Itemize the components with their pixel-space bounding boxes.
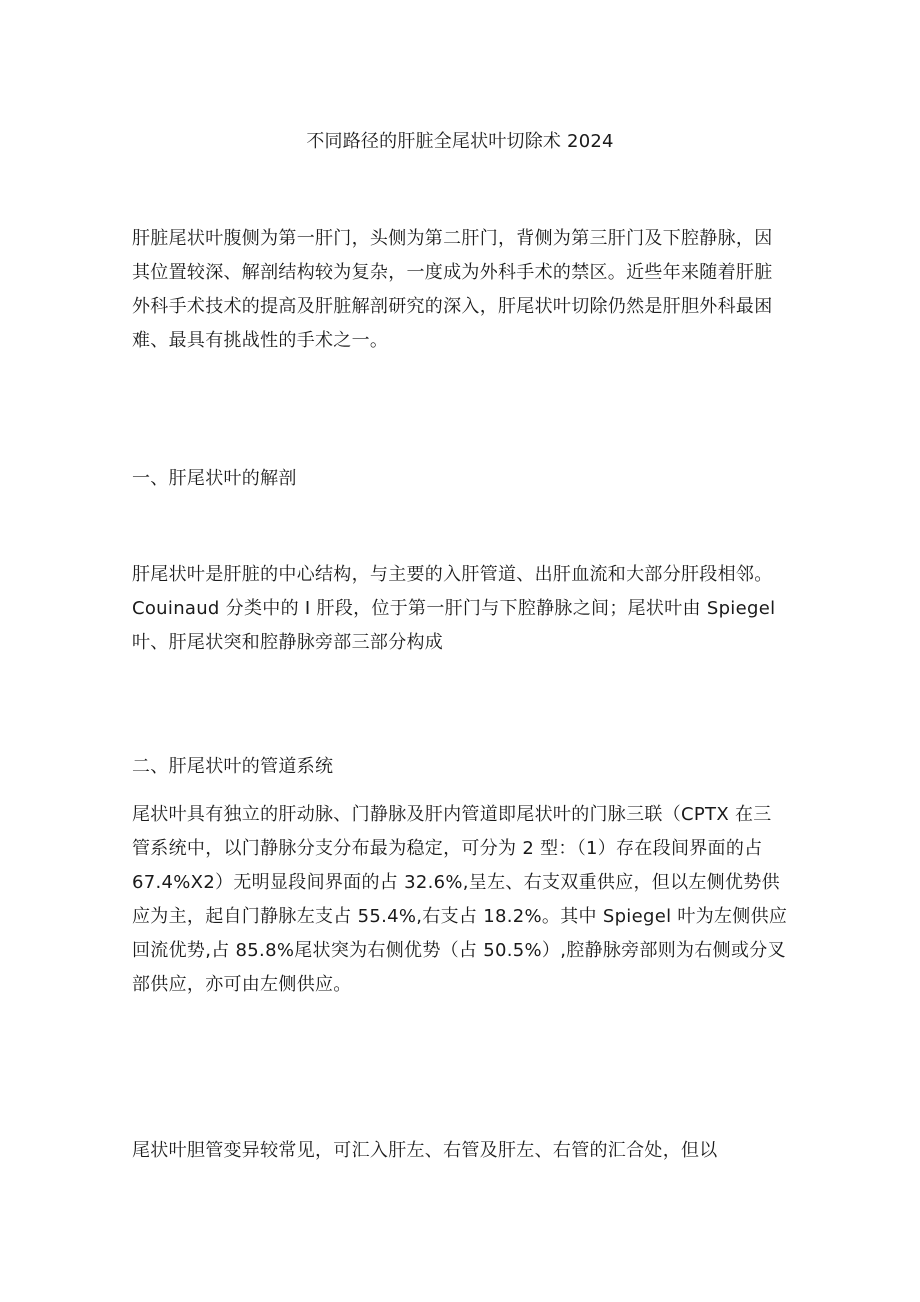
bile-duct-paragraph [132, 1134, 790, 1168]
ducts-paragraph [132, 798, 790, 1002]
paragraph-line: 叶、肝尾状突和腔静脉旁部三部分构成 [132, 632, 444, 653]
paragraph-line: 其位置较深、解剖结构较为复杂，一度成为外科手术的禁区。近些年来随着肝脏 [132, 262, 773, 283]
document-title: 不同路径的肝脏全尾状叶切除术 2024 [306, 131, 614, 152]
paragraph-line: 应为主，起自门静脉左支占 55.4%,右支占 18.2%。其中 Spiegel 叶为左侧供应 [132, 906, 788, 927]
section-heading: 二、肝尾状叶的管道系统 [132, 756, 334, 777]
paragraph-line: 肝尾状叶是肝脏的中心结构，与主要的入肝管道、出肝血流和大部分肝段相邻。 [132, 564, 773, 585]
section-heading-ducts [132, 750, 790, 784]
paragraph-line: 外科手术技术的提高及肝脏解剖研究的深入，肝尾状叶切除仍然是肝胆外科最困 [132, 296, 773, 317]
section-heading: 一、肝尾状叶的解剖 [132, 468, 297, 489]
paragraph-line: 肝脏尾状叶腹侧为第一肝门，头侧为第二肝门，背侧为第三肝门及下腔静脉，因 [132, 228, 773, 249]
paragraph-line: 部供应，亦可由左侧供应。 [132, 974, 352, 995]
paragraph-line: Couinaud 分类中的 I 肝段，位于第一肝门与下腔静脉之间；尾状叶由 Spiegel [132, 598, 776, 619]
intro-paragraph [132, 222, 790, 358]
paragraph-line: 管系统中，以门静脉分支分布最为稳定，可分为 2 型：（1）存在段间界面的占 [132, 838, 763, 859]
paragraph-line: 67.4%X2）无明显段间界面的占 32.6%,呈左、右支双重供应，但以左侧优势供 [132, 872, 780, 893]
anatomy-paragraph [132, 558, 790, 660]
paragraph-line: 回流优势,占 85.8%尾状突为右侧优势（占 50.5%）,腔静脉旁部则为右侧或分叉 [132, 940, 786, 961]
paragraph-line: 尾状叶胆管变异较常见，可汇入肝左、右管及肝左、右管的汇合处，但以 [132, 1140, 718, 1161]
paragraph-line: 难、最具有挑战性的手术之一。 [132, 330, 389, 351]
paragraph-line: 尾状叶具有独立的肝动脉、门静脉及肝内管道即尾状叶的门脉三联（CPTX 在三 [132, 804, 772, 825]
section-heading-anatomy [132, 462, 790, 496]
